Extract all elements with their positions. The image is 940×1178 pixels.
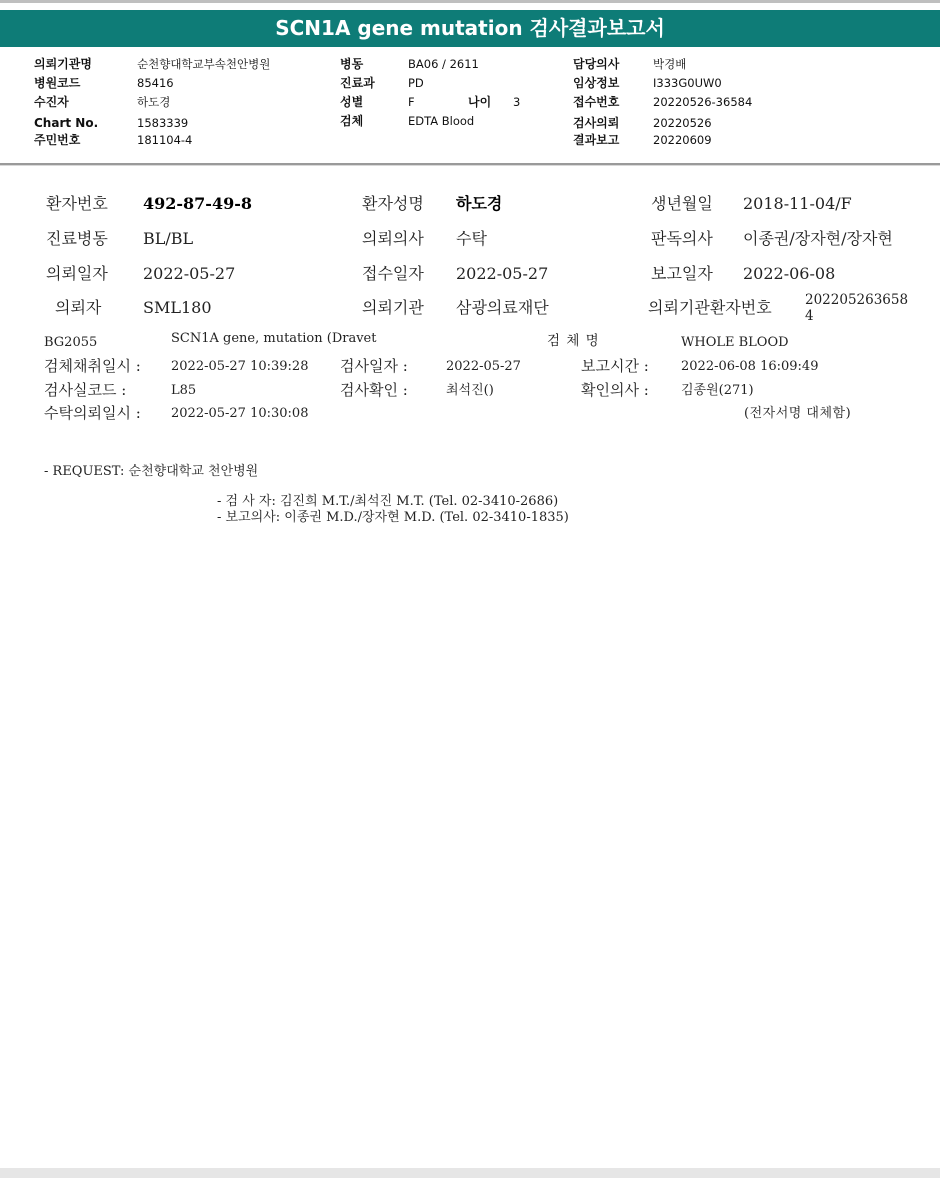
header-value-institution: 순천향대학교부속천안병원 <box>137 57 271 71</box>
value-requesting-institution: 삼광의료재단 <box>456 298 549 317</box>
value-receipt-date: 2022-05-27 <box>456 264 549 283</box>
header-value-specimen: EDTA Blood <box>408 114 475 128</box>
value-reading-doctor: 이종권/장자현/장자현 <box>743 229 893 248</box>
value-institution-patient-no-line2: 4 <box>805 308 814 324</box>
label-birth-date: 생년월일 <box>651 194 713 213</box>
bottom-scroll-area <box>0 1168 940 1178</box>
label-patient-no: 환자번호 <box>46 194 108 213</box>
header-label-age: 나이 <box>468 95 492 109</box>
label-patient-name: 환자성명 <box>362 194 424 213</box>
value-request-date: 2022-05-27 <box>143 264 236 283</box>
collect-value: 2022-05-27 10:39:28 <box>171 359 309 374</box>
header-value-hospital-code: 85416 <box>137 76 174 90</box>
header-label-specimen: 검체 <box>340 114 364 128</box>
confirm-doctor-value: 김종원(271) <box>681 383 754 398</box>
confirm-doctor-label: 확인의사 : <box>581 381 649 399</box>
value-patient-no: 492-87-49-8 <box>143 194 252 213</box>
header-label-ward: 병동 <box>340 57 364 71</box>
label-request-date: 의뢰일자 <box>46 264 108 283</box>
header-value-age: 3 <box>513 95 521 109</box>
label-requester: 의뢰자 <box>55 298 102 317</box>
header-label-receipt-no: 접수번호 <box>573 95 620 109</box>
value-ward: BL/BL <box>143 229 194 248</box>
collect-label: 검체채취일시 : <box>44 357 141 375</box>
test-date-value: 2022-05-27 <box>446 359 521 374</box>
esign-note: (전자서명 대체함) <box>744 406 852 421</box>
test-name: SCN1A gene, mutation (Dravet <box>171 331 377 346</box>
label-reading-doctor: 판독의사 <box>651 229 713 248</box>
room-code-value: L85 <box>171 383 197 398</box>
value-birth-date: 2018-11-04/F <box>743 194 852 213</box>
header-value-chart-no: 1583339 <box>137 116 189 130</box>
label-receipt-date: 접수일자 <box>362 264 424 283</box>
specimen-label: 검 체 명 <box>547 333 600 349</box>
header-label-clinical-info: 임상정보 <box>573 76 620 90</box>
header-value-ward: BA06 / 2611 <box>408 57 479 71</box>
confirm-value: 최석진() <box>446 383 494 398</box>
test-code: BG2055 <box>44 335 98 350</box>
label-institution-patient-no: 의뢰기관환자번호 <box>648 298 772 317</box>
tester-note: - 검 사 자: 김진희 M.T./최석진 M.T. (Tel. 02-3410-2686) <box>217 494 559 509</box>
header-value-clinical-info: I333G0UW0 <box>653 76 722 90</box>
header-label-sex: 성별 <box>340 95 364 109</box>
header-value-patient: 하도경 <box>137 95 171 109</box>
report-time-label: 보고시간 : <box>581 357 649 375</box>
header-label-hospital-code: 병원코드 <box>34 76 81 90</box>
specimen-value: WHOLE BLOOD <box>681 335 789 350</box>
header-label-doctor: 담당의사 <box>573 57 620 71</box>
report-time-value: 2022-06-08 16:09:49 <box>681 359 819 374</box>
value-requester: SML180 <box>143 298 212 317</box>
label-ward: 진료병동 <box>46 229 108 248</box>
request-note: - REQUEST: 순천향대학교 천안병원 <box>44 464 259 479</box>
header-label-institution: 의뢰기관명 <box>34 57 92 71</box>
header-label-test-request: 검사의뢰 <box>573 116 620 130</box>
consign-value: 2022-05-27 10:30:08 <box>171 406 309 421</box>
label-requesting-institution: 의뢰기관 <box>362 298 424 317</box>
value-institution-patient-no-line1: 202205263658 <box>805 292 909 308</box>
label-report-date: 보고일자 <box>651 264 713 283</box>
header-value-receipt-no: 20220526-36584 <box>653 95 753 109</box>
consign-label: 수탁의뢰일시 : <box>44 404 141 422</box>
room-code-label: 검사실코드 : <box>44 381 127 399</box>
label-requesting-doctor: 의뢰의사 <box>362 229 424 248</box>
header-value-sex: F <box>408 95 415 109</box>
reporter-note: - 보고의사: 이종권 M.D./장자현 M.D. (Tel. 02-3410-1835) <box>217 510 569 525</box>
header-value-result-report: 20220609 <box>653 133 712 147</box>
header-label-resident-no: 주민번호 <box>34 133 81 147</box>
header-value-resident-no: 181104-4 <box>137 133 193 147</box>
top-border <box>0 0 940 3</box>
header-value-test-request: 20220526 <box>653 116 712 130</box>
header-label-result-report: 결과보고 <box>573 133 620 147</box>
header-value-department: PD <box>408 76 424 90</box>
value-patient-name: 하도경 <box>456 194 503 213</box>
value-report-date: 2022-06-08 <box>743 264 836 283</box>
header-value-doctor: 박경배 <box>653 57 687 71</box>
report-title: SCN1A gene mutation 검사결과보고서 <box>0 10 940 47</box>
confirm-label: 검사확인 : <box>340 381 408 399</box>
test-date-label: 검사일자 : <box>340 357 408 375</box>
header-label-chart-no: Chart No. <box>34 116 99 130</box>
header-label-patient: 수진자 <box>34 95 69 109</box>
value-requesting-doctor: 수탁 <box>456 229 487 248</box>
header-divider-shadow <box>0 165 940 166</box>
header-label-department: 진료과 <box>340 76 375 90</box>
